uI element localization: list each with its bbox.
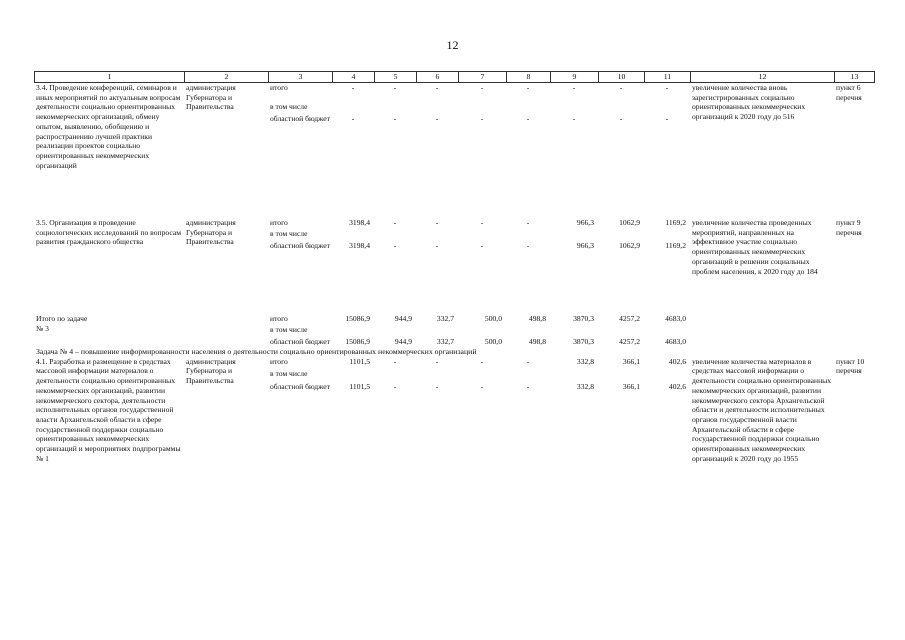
col-num: 4 [333, 72, 375, 83]
col-num: 7 [459, 72, 507, 83]
value: 500,0 [484, 336, 502, 346]
value: 498,8 [528, 313, 546, 323]
value: 944,9 [394, 313, 412, 323]
value: 366,1 [622, 356, 640, 366]
value: - [435, 113, 439, 123]
value: 3870,3 [573, 313, 594, 323]
value: - [665, 82, 669, 92]
program-body [34, 83, 874, 523]
total-label: итого [270, 356, 288, 366]
regional-label: областной бюджет [270, 381, 330, 391]
value: 4257,2 [619, 313, 640, 323]
expected-result: увеличение количества вновь зарегистрированных социально ориентированных некоммерческих организаций к 2020 году до 516 [692, 82, 806, 122]
expected-result: увеличение количества материалов в средствах массовой информации о деятельности социально ориентированных некоммерческих организаций, развитии некоммерческого сектора Архангельской области и деятельности исполнительных органов государственной власти Архангельской области в сфере государственной поддержки социально ориентированных некоммерческих организаций к 2020 году до 1955 [692, 356, 832, 463]
regional-label: областной бюджет [270, 336, 330, 346]
value: 966,3 [576, 240, 594, 250]
value: 332,7 [436, 313, 454, 323]
value: - [435, 381, 439, 391]
value: - [435, 82, 439, 92]
including-label: в том числе [270, 324, 308, 334]
col-num: 1 [35, 72, 185, 83]
value: - [526, 356, 530, 366]
value: 15086,9 [345, 336, 370, 346]
value: - [435, 356, 439, 366]
column-number-header [34, 71, 875, 83]
value: - [480, 82, 484, 92]
task-heading: Задача № 4 – повышение информированности населения о деятельности социально ориентированных некоммерческих организаций [36, 346, 477, 356]
value: - [526, 217, 530, 227]
value: - [572, 82, 576, 92]
value: - [393, 240, 397, 250]
value: 4683,0 [665, 313, 686, 323]
value: - [526, 82, 530, 92]
value: 402,6 [668, 356, 686, 366]
col-num: 13 [835, 72, 875, 83]
table-row [34, 83, 874, 94]
executor: администрация Губернатора и Правительства [186, 356, 236, 386]
value: 332,8 [576, 356, 594, 366]
value: 3870,3 [573, 336, 594, 346]
value: - [393, 217, 397, 227]
including-label: в том числе [270, 101, 308, 111]
value: - [393, 356, 397, 366]
table-row [34, 218, 874, 229]
value: 1062,9 [619, 217, 640, 227]
table-row [34, 314, 874, 325]
total-label: итого [270, 313, 288, 323]
measure-title [34, 314, 184, 347]
value: - [572, 113, 576, 123]
value: 366,1 [622, 381, 640, 391]
col-num: 8 [507, 72, 551, 83]
value: 402,6 [668, 381, 686, 391]
measure-title: 4.1. Разработка и размещение в средствах массовой информации материалов о деятельности социально ориентированных некоммерческих организаций, развитии некоммерческого сектора, деятельности исполнительных органов государственной власти Архангельской области в сфере государственной поддержки социально ориентированных некоммерческих организаций и мероприятиях подпрограммы № 1 [36, 356, 181, 463]
value: 498,8 [528, 336, 546, 346]
value: - [526, 240, 530, 250]
executor: администрация Губернатора и Правительства [186, 217, 236, 247]
value: - [665, 113, 669, 123]
expected-result: увеличение количества проведенных мероприятий, направленных на эффективное участие социально ориентированных некоммерческих организаций в решении социальных проблем населения, к 2020 году до 184 [692, 217, 818, 276]
including-label: в том числе [270, 228, 308, 238]
col-num: 10 [599, 72, 645, 83]
value: 1169,2 [665, 217, 686, 227]
value: 4683,0 [665, 336, 686, 346]
value: - [619, 82, 623, 92]
value: 944,9 [394, 336, 412, 346]
regional-label: областной бюджет [270, 113, 330, 123]
value: - [480, 356, 484, 366]
value: 1101,5 [349, 381, 370, 391]
subtotal-label: Итого по задаче № 3 [36, 313, 88, 333]
value: - [480, 113, 484, 123]
reference: пункт 10 перечня [836, 356, 865, 376]
col-num: 2 [185, 72, 269, 83]
value: 332,7 [436, 336, 454, 346]
total-label: итого [270, 217, 288, 227]
col-num: 11 [645, 72, 691, 83]
measure-title: 3.4. Проведение конференций, семинаров и иных мероприятий по актуальным вопросам деятельности социально ориентированных некоммерческих организаций, обмену опытом, выявлению, обобщению и распространению лучшей практики реализации проектов социально ориентированных некоммерческих организаций [36, 82, 181, 170]
value: - [435, 240, 439, 250]
col-num: 6 [417, 72, 459, 83]
value: - [435, 217, 439, 227]
including-label: в том числе [270, 368, 308, 378]
page-number: 12 [446, 38, 459, 52]
value: 500,0 [484, 313, 502, 323]
executor: администрация Губернатора и Правительства [186, 82, 236, 112]
reference: пункт 9 перечня [836, 217, 862, 237]
value: - [480, 381, 484, 391]
value: - [480, 240, 484, 250]
value: - [393, 381, 397, 391]
value: - [351, 113, 355, 123]
regional-label: областной бюджет [270, 240, 330, 250]
value: - [393, 82, 397, 92]
value: 966,3 [576, 217, 594, 227]
value: 3198,4 [349, 240, 370, 250]
value: - [526, 113, 530, 123]
col-num: 9 [551, 72, 599, 83]
value: - [526, 381, 530, 391]
value: - [619, 113, 623, 123]
value: 3198,4 [349, 217, 370, 227]
measure-title: 3.5. Организация в проведение социологических исследований по вопросам развития гражданского общества [36, 217, 182, 247]
table-row [34, 357, 874, 369]
value: - [393, 113, 397, 123]
value: 15086,9 [345, 313, 370, 323]
value: 1062,9 [619, 240, 640, 250]
value: - [351, 82, 355, 92]
col-num: 5 [375, 72, 417, 83]
reference: пункт 6 перечня [836, 82, 862, 102]
value: - [480, 217, 484, 227]
value: 4257,2 [619, 336, 640, 346]
col-num: 3 [269, 72, 333, 83]
value: 1169,2 [665, 240, 686, 250]
total-label: итого [270, 82, 288, 92]
value: 1101,5 [349, 356, 370, 366]
program-table [34, 71, 874, 523]
col-num: 12 [691, 72, 835, 83]
value: 332,8 [576, 381, 594, 391]
